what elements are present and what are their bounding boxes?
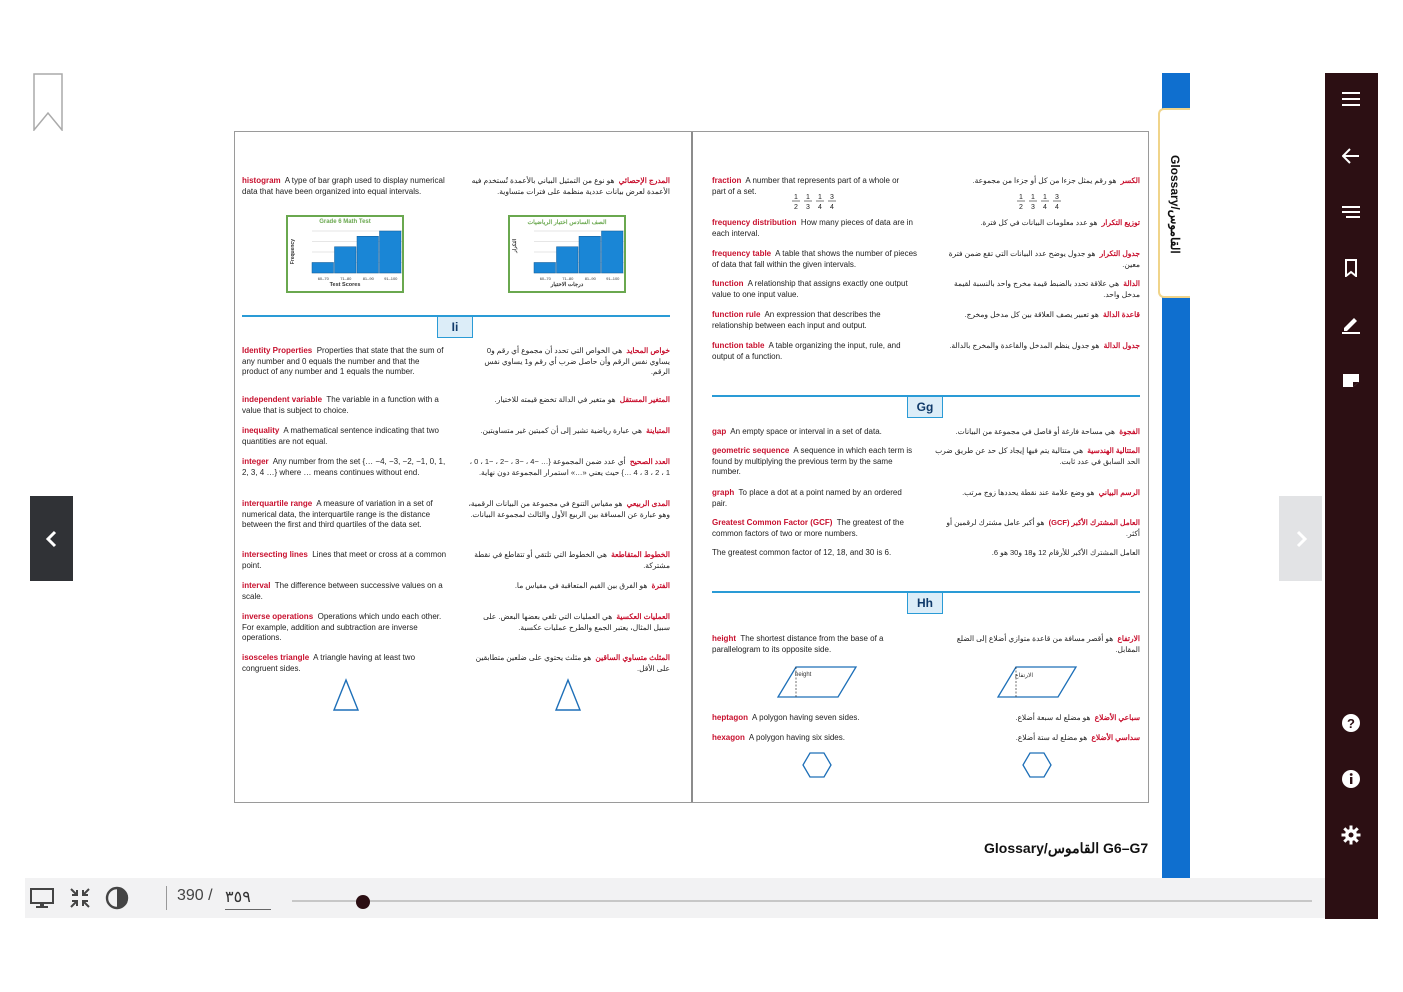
term: inverse operations [242,612,314,621]
menu-icon[interactable] [1338,86,1364,112]
entry-function-rule-ar [935,310,1140,321]
histogram-chart-ar [508,215,626,293]
term: interquartile range [242,499,313,508]
definition: The shortest distance from the base of a parallelogram to its opposite side. [712,634,884,654]
definition-ar: هو مضلع له ستة أضلاع. [1015,733,1088,742]
term: function table [712,341,765,350]
table-of-contents-icon[interactable] [1338,199,1364,225]
tick-label: 71–80 [562,276,574,281]
definition-ar: أي عدد ضمن المجموعة {… −4 ، −3 ، −2 ، −1 ، 0 ، 1 ، 2 ، 3 ، 4 …} حيث يعني «…» استمرار المجموعة دون نهاية. [469,457,670,477]
definition-ar: هي الخواص التي تحدد أن مجموع أي رقم و0 يساوي نفس الرقم وأن حاصل ضرب أي رقم و1 يساوي نفس الرقم. [484,346,670,376]
svg-text:1: 1 [1031,194,1035,201]
fullscreen-exit-icon[interactable] [68,886,92,910]
svg-text:4: 4 [818,204,822,211]
entry-identity-properties [242,346,447,378]
svg-text:4: 4 [1043,204,1047,211]
entry-heptagon-ar [935,713,1140,724]
entry-gap [712,427,917,438]
entry-graph-ar [935,488,1140,499]
isosceles-triangle-figure [332,678,360,712]
entry-gcf-ar [935,518,1140,539]
right-toolbar [1325,73,1378,919]
definition: A triangle having at least two congruent sides. [242,653,416,673]
term: graph [712,488,735,497]
contrast-icon[interactable] [105,886,129,910]
entry-height-ar [935,634,1140,655]
term-ar: العامل المشترك الأكبر (GCF) [1048,518,1140,527]
definition: Operations which undo each other. For example, addition and subtraction are inverse operations. [242,612,442,642]
entry-interval [242,581,447,602]
entry-inequality [242,426,447,447]
term-ar: المثلث متساوي الساقين [595,653,670,662]
page-slider-track[interactable] [292,900,1312,902]
histogram-bar [534,263,556,274]
term-ar: الفترة [651,581,670,590]
parallelogram-figure-ar [996,665,1078,699]
entry-independent-variable-ar [465,395,670,406]
book-spread [234,131,1149,803]
term: independent variable [242,395,323,404]
tick-label: 60–70 [539,276,551,281]
entry-integer [242,457,447,478]
next-page-button[interactable] [1279,496,1322,581]
svg-text:1: 1 [1043,194,1047,201]
hexagon-figure-ar [1022,751,1052,779]
term: Identity Properties [242,346,313,355]
term-ar: سداسي الأضلاع [1091,733,1140,742]
svg-text:3: 3 [1055,194,1059,201]
term: function [712,279,744,288]
entry-inverse-operations [242,612,447,644]
definition: How many pieces of data are in each interval. [712,218,913,238]
entry-histogram [242,176,447,197]
definition: A relationship that assigns exactly one output value to one input value. [712,279,908,299]
term: integer [242,457,269,466]
entry-geometric-sequence-ar [935,446,1140,467]
term-ar: المدى الربيعي [626,499,670,508]
term-ar: المتباينة [646,426,670,435]
svg-text:1: 1 [818,194,822,201]
histogram-bars [528,229,624,281]
entry-function-table-ar [935,341,1140,352]
definition: Any number from the set {… −4, −3, −2, −1, 0, 1, 2, 3, 4 …} where … means continues without end. [242,457,446,477]
hexagon-figure [802,751,832,779]
chart-xlabel: Test Scores [329,282,361,288]
definition: A measure of variation in a set of numerical data, the interquartile range is the distance between the first and third quartiles of the data set. [242,499,433,529]
term: hexagon [712,733,745,742]
entry-height [712,634,917,655]
back-arrow-icon[interactable] [1338,143,1364,169]
definition: A table organizing the input, rule, and output of a function. [712,341,901,361]
svg-text:3: 3 [806,204,810,211]
svg-text:3: 3 [1031,204,1035,211]
glossary-tab-label: Glossary/القاموس [1168,155,1182,254]
histogram-bar [335,247,357,273]
entry-hexagon-ar [935,733,1140,744]
term: gap [712,427,727,436]
definition: To place a dot at a point named by an ordered pair. [712,488,902,508]
entry-heptagon [712,713,917,724]
definition-ar: هو متغير في الدالة تخضع قيمته للاختيار. [494,395,616,404]
section-heading-h: Hh [907,592,943,614]
term-ar: العمليات العكسية [616,612,670,621]
definition-ar: هو مثلث يحتوي على ضلعين متطابقين على الأقل. [475,653,670,673]
entry-frequency-distribution [712,218,917,239]
entry-fraction-ar [935,176,1140,187]
monitor-icon[interactable] [30,886,54,910]
chevron-right-icon [1294,530,1308,548]
chart-title: Grade 6 Math Test [319,219,371,225]
entry-isosceles-triangle [242,653,447,674]
definition: A number that represents part of a whole or part of a set. [712,176,900,196]
definition-ar: هي علاقة تحدد بالضبط قيمة مخرج واحد بالنسبة لقيمة مدخل واحد. [954,279,1140,299]
entry-interquartile-range [242,499,447,531]
term: heptagon [712,713,748,722]
term-ar: الفجوة [1119,427,1140,436]
term-ar: الكسر [1120,176,1140,185]
term-ar: الرسم البياني [1098,488,1140,497]
svg-text:2: 2 [1019,204,1023,211]
gcf-example: The greatest common factor of 12, 18, and 30 is 6. [712,548,892,557]
chart-ylabel: Frequency [290,239,296,265]
histogram-bars [306,229,402,281]
tick-label: 91–100 [384,276,398,281]
definition-ar: هو أكبر عامل مشترك لرقمين أو أكثر. [946,518,1140,538]
svg-text:1: 1 [794,194,798,201]
definition-ar: هي عبارة رياضية تشير إلى أن كميتين غير متساويتين. [480,426,642,435]
page-slider-knob[interactable] [356,895,370,909]
term: interval [242,581,271,590]
parallelogram-height-label-ar: الارتفاع [1015,673,1034,679]
definition-ar: هو تعبير يصف العلاقة بين كل مدخل ومخرج. [964,310,1099,319]
definition-ar: هو أقصر مسافة من قاعدة متوازي أضلاع إلى الضلع المقابل. [956,634,1140,654]
term-ar: العدد الصحيح [629,457,670,466]
term-ar: المتتالية الهندسية [1087,446,1140,455]
term: inequality [242,426,280,435]
term-ar: الخطوط المتقاطعة [611,550,670,559]
entry-integer-ar [465,457,670,478]
chart-xlabel: درجات الاختبار [550,282,584,288]
previous-page-button[interactable] [30,496,73,581]
entry-interquartile-range-ar [465,499,670,520]
entry-hexagon [712,733,917,744]
current-page-label: 390 / [177,887,213,904]
book-gutter [691,132,693,802]
definition: A polygon having six sides. [748,733,845,742]
bottom-toolbar [25,878,1325,918]
term-ar: المدرج الإحصائي [618,176,670,185]
histogram-bar [380,231,402,273]
term-ar: توزيع التكرار [1101,218,1140,227]
term-ar: خواص المحايد [626,346,670,355]
definition-ar: هو جدول ينظم المدخل والقاعدة والمخرج بالدالة. [949,341,1100,350]
section-heading-i: Ii [437,316,473,338]
entry-gcf [712,518,922,539]
entry-identity-properties-ar [465,346,670,378]
definition: The greatest of the common factors of two or more numbers. [712,518,904,538]
isosceles-triangle-figure-ar [554,678,582,712]
definition-ar: هي العمليات التي تلغي بعضها البعض. على سبيل المثال، يعتبر الجمع والطرح عمليات عكسية. [483,612,670,632]
svg-text:4: 4 [1055,204,1059,211]
page-number-input[interactable] [225,884,271,910]
entry-function-ar [935,279,1140,300]
svg-text:1: 1 [1019,194,1023,201]
histogram-bar [357,236,379,273]
parallelogram-height-label: height [795,672,812,678]
term: frequency table [712,249,772,258]
fraction-examples [791,192,839,212]
parallelogram-figure [776,665,858,699]
term-ar: الدالة [1123,279,1140,288]
entry-frequency-distribution-ar [935,218,1140,229]
term: function rule [712,310,761,319]
definition-ar: هو نوع من التمثيل البياني بالأعمدة تُستخدم فيه الأعمدة لعرض بيانات عددية منظمة على فترات متساوية. [471,176,670,196]
definition: A mathematical sentence indicating that two quantities are not equal. [242,426,440,446]
histogram-bar [557,247,579,273]
definition-ar: هو مضلع له سبعة أضلاع. [1015,713,1091,722]
svg-text:?: ? [1347,716,1355,731]
svg-text:1: 1 [806,194,810,201]
histogram-bar [312,263,334,274]
pen-annotate-icon[interactable] [1338,311,1364,337]
info-icon[interactable] [1338,766,1364,792]
entry-function [712,279,917,300]
section-heading-g: Gg [907,396,943,418]
definition-ar: هي مساحة فارغة أو فاصل في مجموعة من البيانات. [955,427,1116,436]
term-ar: جدول الدالة [1103,341,1140,350]
bookmark-list-icon[interactable] [1338,255,1364,281]
term: height [712,634,736,643]
entry-intersecting-lines [242,550,447,571]
entry-intersecting-lines-ar [465,550,670,571]
svg-text:3: 3 [830,194,834,201]
tick-label: 91–100 [606,276,620,281]
toolbar-divider [166,886,167,910]
term: fraction [712,176,742,185]
svg-text:4: 4 [830,204,834,211]
term-ar: الارتفاع [1117,634,1140,643]
definition: A type of bar graph used to display numerical data that have been organized into equal intervals. [242,176,445,196]
term: isosceles triangle [242,653,310,662]
term-ar: قاعدة الدالة [1103,310,1140,319]
term: Greatest Common Factor (GCF) [712,518,833,527]
tick-label: 71–80 [340,276,352,281]
entry-independent-variable [242,395,447,416]
definition: The variable in a function with a value that is subject to choice. [242,395,439,415]
term-ar: سباعي الأضلاع [1094,713,1140,722]
settings-gear-icon[interactable] [1338,822,1364,848]
definition-ar: هو عدد معلومات البيانات في كل فترة. [980,218,1098,227]
entry-histogram-ar [465,176,670,197]
page-footer-title: Glossary/القاموس G6–G7 [984,840,1149,856]
note-icon[interactable] [1338,367,1364,393]
term: intersecting lines [242,550,308,559]
term-ar: جدول التكرار [1099,249,1140,258]
term: histogram [242,176,281,185]
entry-gap-ar [935,427,1140,438]
definition: Lines that meet or cross at a common point. [242,550,447,570]
svg-text:2: 2 [794,204,798,211]
tick-label: 60–70 [317,276,329,281]
definition-ar: هو مقياس التنوع في مجموعة من البيانات الرقمية، وهو عبارة عن المسافة بين الربيع الأول والثالث لمجموعة البيانات. [468,499,670,519]
bookmark-icon[interactable] [33,73,63,131]
term-ar: المتغير المستقل [619,395,670,404]
definition-ar: هو جدول يوضح عدد البيانات التي تقع ضمن فترة معين. [948,249,1140,269]
help-icon[interactable] [1338,710,1364,736]
entry-function-rule [712,310,917,331]
chevron-left-icon [45,530,59,548]
entry-geometric-sequence [712,446,922,478]
definition: An expression that describes the relationship between each input and output. [712,310,881,330]
definition-ar: هي متتالية يتم فيها إيجاد كل حد عن طريق ضرب الحد السابق في عدد ثابت. [935,446,1140,466]
histogram-chart-en [286,215,404,293]
definition-ar: هو الفرق بين القيم المتعاقبة في مقياس ما. [514,581,648,590]
definition: An empty space or interval in a set of data. [730,427,882,436]
histogram-bar [579,236,601,273]
entry-frequency-table-ar [935,249,1140,270]
tick-label: 81–90 [584,276,596,281]
entry-graph [712,488,917,509]
definition: The difference between successive values on a scale. [242,581,443,601]
chart-ylabel: التكرار [512,239,518,253]
definition: Properties that state that the sum of any number and 0 equals the number and that the product of any number and 1 equals the number. [242,346,444,376]
definition: A table that shows the number of pieces of data that fall within the given intervals. [712,249,918,269]
gcf-example-ar: العامل المشترك الأكبر للأرقام 12 و18 و30 هو 6. [991,548,1140,557]
entry-isosceles-triangle-ar [465,653,670,674]
chart-title: الصف السادس اختبار الرياضيات [527,220,607,226]
definition-ar: هو وضع علامة عند نقطة يحددها زوج مرتب. [962,488,1095,497]
entry-interval-ar [465,581,670,592]
definition-ar: هو رقم يمثل جزءا من كل أو جزءا من مجموعة. [972,176,1117,185]
definition: A sequence in which each term is found by multiplying the previous term by the same number. [712,446,913,476]
entry-function-table [712,341,917,362]
entry-frequency-table [712,249,922,270]
fraction-examples-ar [1016,192,1064,212]
entry-inverse-operations-ar [465,612,670,633]
term: frequency distribution [712,218,797,227]
term: geometric sequence [712,446,790,455]
definition: A polygon having seven sides. [752,713,860,722]
entry-inequality-ar [465,426,670,437]
histogram-bar [602,231,624,273]
definition-ar: هي الخطوط التي تلتقي أو تتقاطع في نقطة مشتركة. [474,550,670,570]
tick-label: 81–90 [362,276,374,281]
